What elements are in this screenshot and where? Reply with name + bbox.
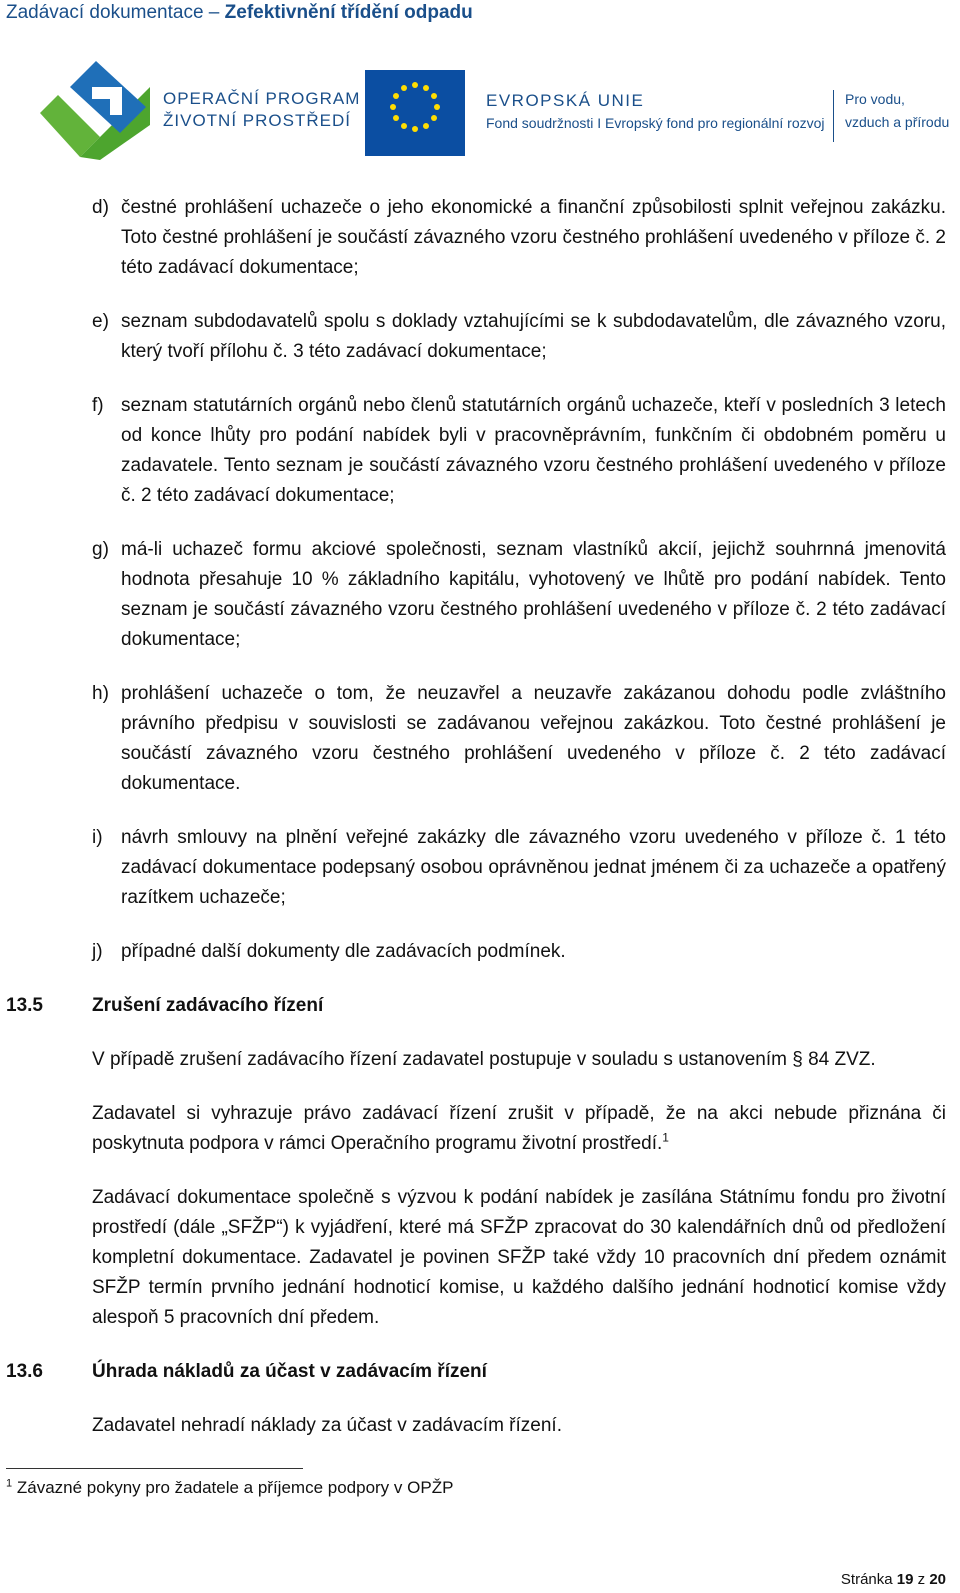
motto-text (845, 88, 949, 134)
list-item (0, 307, 960, 367)
list-marker: d) (92, 197, 109, 218)
paragraph: Zadávací dokumentace společně s výzvou k podání nabídek je zasílána Státnímu fondu pro životní prostředí (dále „SFŽP“) k vyjádření, které má SFŽP zpracovat do 30 kalendářních dnů od předložení kompletní dokumentace. Zadavatel je povinen SFŽP také vždy 10 pracovních dní předem oznámit SFŽP termín prvního jednání hodnoticí komise, u každého dalšího jednání hodnoticí komise vždy alespoň 5 pracovních dní předem. (92, 1187, 946, 1328)
list-item-text: případné další dokumenty dle zadávacích podmínek. (121, 941, 566, 962)
paragraph-text: Zadavatel si vyhrazuje právo zadávací řízení zrušit v případě, že na akci nebude přiznána či poskytnuta podpora v rámci Operačního programu životní prostředí. (92, 1103, 946, 1154)
list-item-text: prohlášení uchazeče o tom, že neuzavřel a neuzavře zakázanou dohodu podle zvláštního právního předpisu v souvislosti se zadávanou veřejnou zakázkou. Toto čestné prohlášení je součástí závazného vzoru čestného prohlášení uvedeného v příloze č. 2 této zadávací dokumentace. (121, 683, 946, 794)
list-marker: e) (92, 311, 109, 332)
list-marker: j) (92, 941, 103, 962)
eu-line-1: EVROPSKÁ UNIE (486, 91, 645, 110)
list-item-text: má-li uchazeč formu akciové společnosti, seznam vlastníků akcií, jejichž souhrnná jmenovitá hodnota přesahuje 10 % základního kapitálu, vyhotovený ve lhůtě pro podání nabídek. Tento seznam je součástí závazného vzoru čestného prohlášení uvedeného v příloze č. 2 této zadávací dokumentace; (121, 539, 946, 650)
logo-divider (833, 90, 834, 142)
page-separator: z (917, 1571, 926, 1588)
footnote (6, 1477, 453, 1499)
page-label: Stránka (840, 1571, 893, 1588)
header-doc-label: Zadávací dokumentace – (6, 2, 220, 23)
list-item (0, 937, 960, 967)
footnote-number: 1 (6, 1477, 13, 1490)
section-heading-13-6 (0, 1357, 960, 1387)
section-number: 13.6 (6, 1361, 43, 1382)
motto-line-1: Pro vodu, (845, 91, 905, 107)
page-current: 19 (896, 1571, 914, 1588)
paragraph: V případě zrušení zadávacího řízení zadavatel postupuje v souladu s ustanovením § 84 ZVZ. (92, 1049, 876, 1070)
list-marker: h) (92, 683, 109, 704)
section-number: 13.5 (6, 995, 43, 1016)
list-item-text: návrh smlouvy na plnění veřejné zakázky dle závazného vzoru uvedeného v příloze č. 1 této zadávací dokumentace podepsaný osobou oprávněnou jednat jménem či za uchazeče a opatřený razítkem uchazeče; (121, 827, 946, 908)
opzp-line-1: OPERAČNÍ PROGRAM (163, 89, 361, 108)
running-header (6, 2, 473, 24)
footnote-ref[interactable]: 1 (662, 1130, 669, 1145)
list-item-text: seznam subdodavatelů spolu s doklady vztahujícími se k subdodavatelům, dle závazného vzoru, který tvoří přílohu č. 3 této zadávací dokumentace; (121, 311, 946, 362)
section-title: Úhrada nákladů za účast v zadávacím řízení (92, 1361, 487, 1382)
list-marker: i) (92, 827, 103, 848)
paragraph (0, 1099, 960, 1159)
eu-line-2: Fond soudržnosti I Evropský fond pro regionální rozvoj (486, 115, 825, 131)
opzp-logo-text (163, 88, 360, 132)
list-item-text: seznam statutárních orgánů nebo členů statutárních orgánů uchazeče, kteří v posledních 3 letech od konce lhůty pro podání nabídek byli v pracovněprávním, funkčním či obdobném poměru u zadavatele. Tento seznam je součástí závazného vzoru čestného prohlášení uvedeného v příloze č. 2 této zadávací dokumentace; (121, 395, 946, 506)
list-item (0, 193, 960, 283)
list-marker: g) (92, 539, 109, 560)
paragraph: Zadavatel nehradí náklady za účast v zadávacím řízení. (92, 1415, 562, 1436)
motto-line-2: vzduch a přírodu (845, 114, 950, 130)
section-title: Zrušení zadávacího řízení (92, 995, 324, 1016)
eu-logo-text (486, 90, 825, 134)
list-item-text: čestné prohlášení uchazeče o jeho ekonomické a finanční způsobilosti splnit veřejnou zakázku. Toto čestné prohlášení je součástí závazného vzoru čestného prohlášení uvedeného v příloze č. 2 této zadávací dokumentace; (121, 197, 946, 278)
eu-flag-icon (365, 70, 465, 156)
list-item (0, 679, 960, 799)
footnote-separator (6, 1468, 303, 1469)
section-heading-13-5 (0, 991, 960, 1021)
opzp-line-2: ŽIVOTNÍ PROSTŘEDÍ (163, 111, 351, 130)
footnote-text: Závazné pokyny pro žadatele a příjemce podpory v OPŽP (16, 1478, 454, 1497)
list-item (0, 823, 960, 913)
page-total: 20 (929, 1571, 946, 1588)
header-doc-title: Zefektivnění třídění odpadu (224, 2, 473, 23)
document-body (0, 193, 960, 1465)
list-item (0, 535, 960, 655)
page-number (841, 1571, 946, 1588)
list-item (0, 391, 960, 511)
list-marker: f) (92, 395, 104, 416)
